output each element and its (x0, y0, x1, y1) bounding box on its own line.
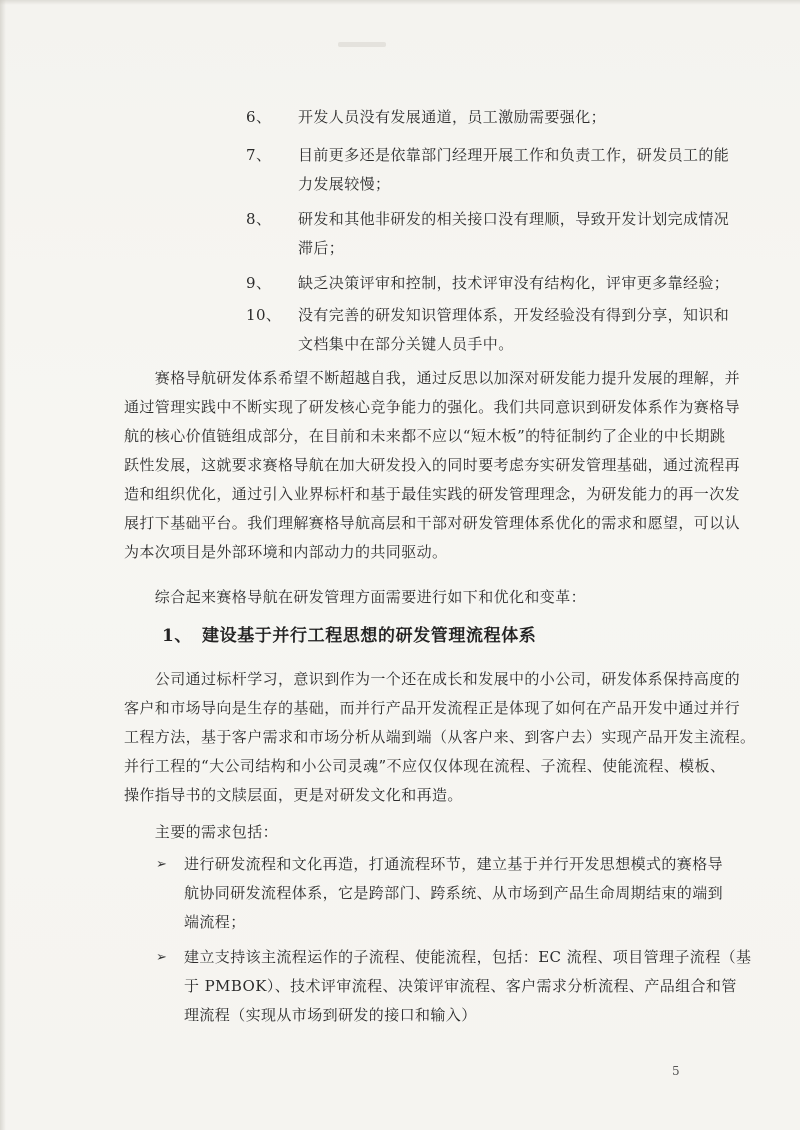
list-item-line: 文档集中在部分关键人员手中。 (298, 335, 514, 353)
list-item-line: 研发和其他非研发的相关接口没有理顺，导致开发计划完成情况 (298, 210, 730, 228)
scan-smudge (338, 42, 386, 47)
bullet-line: 于 PMBOK）、技术评审流程、决策评审流程、客户需求分析流程、产品组合和管 (184, 977, 737, 995)
list-item-number: 7、 (246, 146, 272, 164)
bullet-line: 进行研发流程和文化再造，打通流程环节，建立基于并行开发思想模式的赛格导 (184, 855, 724, 873)
body-paragraph (124, 364, 741, 567)
list-item-line: 滞后； (298, 239, 345, 257)
list-item-line: 开发人员没有发展通道，员工激励需要强化； (298, 108, 607, 126)
section-heading (162, 621, 536, 646)
paragraph-line: 赛格导航研发体系希望不断超越自我，通过反思以加深对研发能力提升发展的理解，并 (124, 369, 741, 387)
list-item-number: 10、 (246, 306, 282, 324)
body-paragraph (124, 818, 696, 847)
list-item-number: 9、 (246, 274, 272, 292)
paragraph-line: 主要的需求包括： (124, 823, 279, 841)
list-item-number: 8、 (246, 210, 272, 228)
paragraph-line: 综合起来赛格导航在研发管理方面需要进行如下和优化和变革： (124, 588, 587, 606)
paragraph-line: 航的核心价值链组成部分，在目前和未来都不应以“短木板”的特征制约了企业的中长期跳 (124, 427, 726, 445)
paragraph-line: 展打下基础平台。我们理解赛格导航高层和干部对研发管理体系优化的需求和愿望，可以认 (124, 514, 741, 532)
paragraph-line: 客户和市场导向是生存的基础，而并行产品开发流程正是体现了如何在产品开发中通过并行 (124, 699, 741, 717)
page-number: 5 (672, 1064, 680, 1078)
paragraph-line: 跃性发展，这就要求赛格导航在加大研发投入的同时要考虑夯实研发管理基础，通过流程再 (124, 456, 741, 474)
paragraph-line: 工程方法，基于客户需求和市场分析从端到端（从客户来、到客户去）实现产品开发主流程。 (124, 728, 756, 746)
paragraph-line: 造和组织优化，通过引入业界标杆和基于最佳实践的研发管理理念，为研发能力的再一次发 (124, 485, 741, 503)
paragraph-line: 操作指导书的文牍层面，更是对研发文化和再造。 (124, 786, 463, 804)
paragraph-line: 为本次项目是外部环境和内部动力的共同驱动。 (124, 543, 448, 561)
body-paragraph (124, 665, 756, 810)
scan-edge (0, 0, 800, 5)
body-paragraph (124, 583, 696, 612)
paragraph-line: 通过管理实践中不断实现了研发核心竞争能力的强化。我们共同意识到研发体系作为赛格导 (124, 398, 741, 416)
list-item-line: 目前更多还是依靠部门经理开展工作和负责工作，研发员工的能 (298, 146, 730, 164)
list-item-line: 没有完善的研发知识管理体系，开发经验没有得到分享，知识和 (298, 306, 730, 324)
bullet-line: 航协同研发流程体系，它是跨部门、跨系统、从市场到产品生命周期结束的端到 (184, 884, 724, 902)
paragraph-line: 公司通过标杆学习，意识到作为一个还在成长和发展中的小公司，研发体系保持高度的 (124, 670, 741, 688)
list-item-line: 缺乏决策评审和控制，技术评审没有结构化，评审更多靠经验； (298, 274, 730, 292)
bullet-line: 理流程（实现从市场到研发的接口和输入） (184, 1006, 477, 1024)
section-number: 1、 (162, 626, 193, 646)
scan-edge (0, 0, 6, 1130)
paragraph-line: 并行工程的“大公司结构和小公司灵魂”不应仅仅体现在流程、子流程、使能流程、模板、 (124, 757, 726, 775)
list-item-number: 6、 (246, 108, 272, 126)
section-title: 建设基于并行工程思想的研发管理流程体系 (202, 626, 537, 646)
bullet-line: 端流程； (184, 913, 246, 931)
arrow-bullet-icon: ➢ (156, 857, 168, 872)
list-item-line: 力发展较慢； (298, 175, 391, 193)
arrow-bullet-icon: ➢ (156, 950, 168, 965)
bullet-line: 建立支持该主流程运作的子流程、使能流程，包括：EC 流程、项目管理子流程（基 (184, 948, 752, 966)
